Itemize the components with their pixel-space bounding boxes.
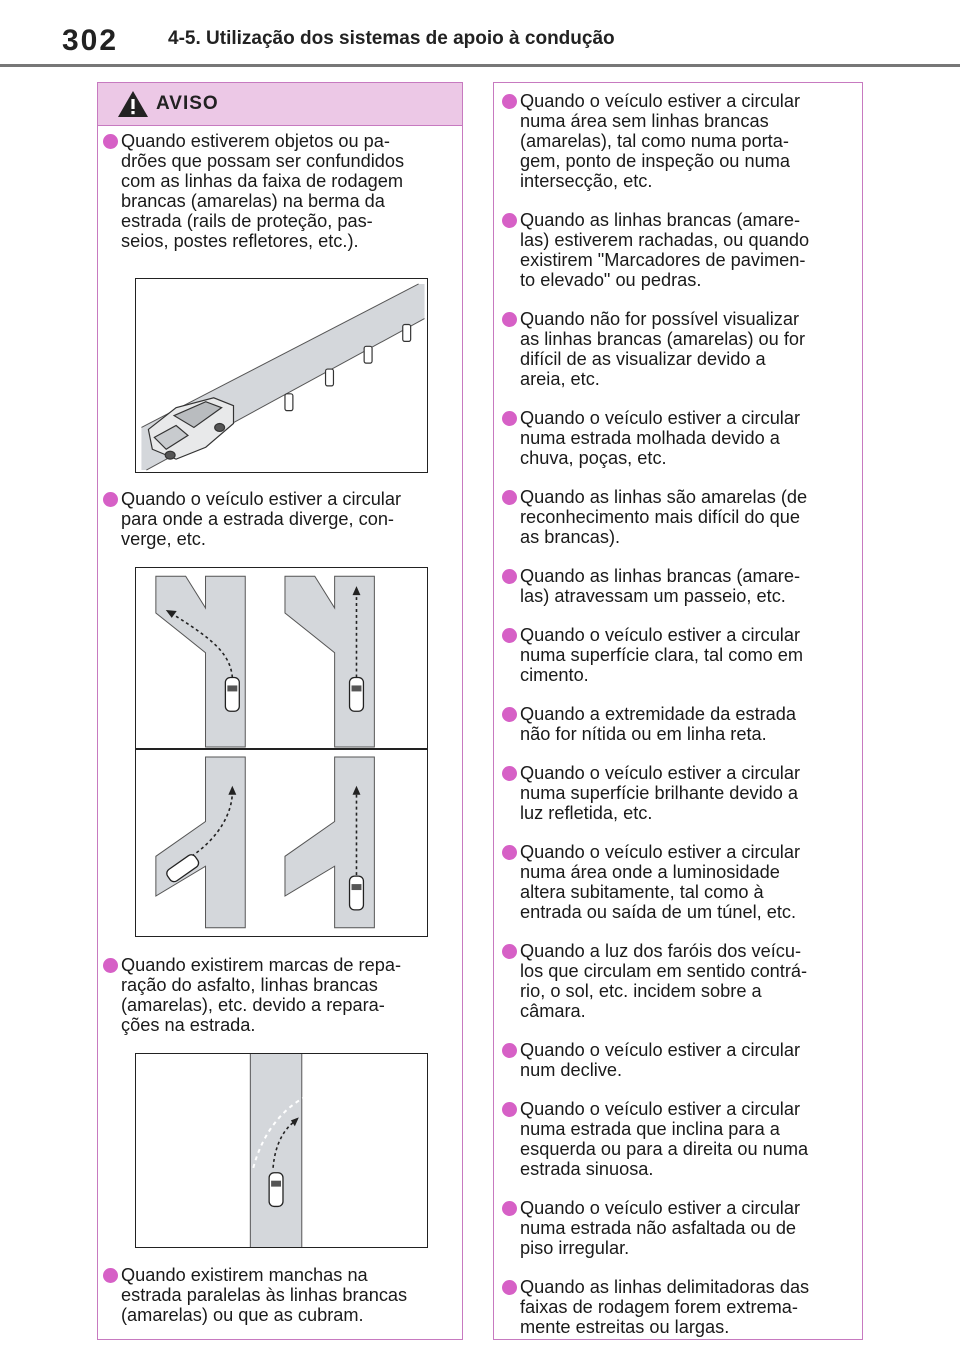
bullet-dot-icon xyxy=(502,1201,517,1216)
header-rule xyxy=(0,64,960,67)
condition-item-text: Quando o veículo estiver a circular num declive. xyxy=(520,1040,801,1080)
condition-item-text: Quando as linhas são amarelas (de reconhecimento mais difícil do que as brancas). xyxy=(520,487,808,547)
condition-item-text: Quando o veículo estiver a circular numa superfície brilhante devido a luz refletida, etc. xyxy=(520,763,801,823)
figure-repair-marks xyxy=(135,1053,428,1248)
bullet-dot-icon xyxy=(103,1268,118,1283)
condition-item xyxy=(502,309,805,389)
bullet-dot-icon xyxy=(502,411,517,426)
bullet-dot-icon xyxy=(502,213,517,228)
condition-item xyxy=(502,1099,808,1179)
condition-item xyxy=(502,210,809,290)
condition-item xyxy=(502,566,800,606)
warning-item-text: Quando o veículo estiver a circular para onde a estrada diverge, con- verge, etc. xyxy=(121,489,402,549)
condition-item-text: Quando as linhas brancas (amare- las) estiverem rachadas, ou quando existirem "Marcadores de pavimen- to elevado" ou pedras. xyxy=(520,210,810,290)
warning-item xyxy=(103,489,401,549)
condition-item xyxy=(502,625,803,685)
condition-item-text: Quando a extremidade da estrada não for nítida ou em linha reta. xyxy=(520,704,797,744)
condition-item-text: Quando o veículo estiver a circular numa estrada que inclina para a esquerda ou para a direita ou numa estrada sinuosa. xyxy=(520,1099,809,1179)
condition-item-text: Quando a luz dos faróis dos veícu- los que circulam em sentido contrá- rio, o sol, etc. incidem sobre a câmara. xyxy=(520,941,808,1021)
condition-item-text: Quando o veículo estiver a circular numa área onde a luminosidade altera subitamente, tal como à entrada ou saída de um túnel, etc. xyxy=(520,842,801,922)
condition-item-text: Quando o veículo estiver a circular numa estrada não asfaltada ou de piso irregular. xyxy=(520,1198,801,1258)
bullet-dot-icon xyxy=(502,944,517,959)
right-column-box xyxy=(493,82,863,1340)
bullet-dot-icon xyxy=(502,707,517,722)
condition-item xyxy=(502,941,807,1021)
bullet-dot-icon xyxy=(103,134,118,149)
page-number: 302 xyxy=(62,24,119,57)
bullet-dot-icon xyxy=(103,492,118,507)
warning-item-text: Quando existirem marcas de repa- ração do asfalto, linhas brancas (amarelas), etc. devido a repara- ções na estrada. xyxy=(121,955,402,1035)
condition-item-text: Quando as linhas brancas (amare- las) atravessam um passeio, etc. xyxy=(520,566,801,606)
warning-item xyxy=(103,131,404,251)
bullet-dot-icon xyxy=(502,569,517,584)
condition-item xyxy=(502,1277,809,1337)
section-title: 4-5. Utilização dos sistemas de apoio à condução xyxy=(168,28,615,49)
figure-road-reflector-posts xyxy=(135,278,428,473)
condition-item xyxy=(502,842,800,922)
warning-triangle-icon xyxy=(116,89,150,119)
warning-box xyxy=(97,82,463,1340)
condition-item xyxy=(502,763,800,823)
condition-item xyxy=(502,1040,800,1080)
warning-item-text: Quando estiverem objetos ou pa- drões que possam ser confundidos com as linhas da faixa de rodagem brancas (amarelas) na berma da estrada (rails de proteção, pas- seios, postes refletores, etc.). xyxy=(121,131,405,251)
warning-item xyxy=(103,955,401,1035)
bullet-dot-icon xyxy=(502,94,517,109)
condition-item xyxy=(502,1198,800,1258)
warning-item-text: Quando existirem manchas na estrada paralelas às linhas brancas (amarelas) ou que as cubram. xyxy=(121,1265,408,1325)
condition-item xyxy=(502,487,807,547)
bullet-dot-icon xyxy=(502,312,517,327)
warning-title: AVISO xyxy=(156,93,219,114)
bullet-dot-icon xyxy=(502,1280,517,1295)
bullet-dot-icon xyxy=(502,1043,517,1058)
bullet-dot-icon xyxy=(502,766,517,781)
bullet-dot-icon xyxy=(502,845,517,860)
warning-header xyxy=(98,83,462,126)
bullet-dot-icon xyxy=(502,490,517,505)
condition-item-text: Quando não for possível visualizar as linhas brancas (amarelas) ou for difícil de as visualizar devido a areia, etc. xyxy=(520,309,806,389)
figure-diverging-roads xyxy=(135,567,428,937)
warning-item xyxy=(103,1265,407,1325)
bullet-dot-icon xyxy=(502,1102,517,1117)
bullet-dot-icon xyxy=(103,958,118,973)
condition-item xyxy=(502,408,800,468)
bullet-dot-icon xyxy=(502,628,517,643)
condition-item-text: Quando o veículo estiver a circular numa estrada molhada devido a chuva, poças, etc. xyxy=(520,408,801,468)
condition-item-text: Quando o veículo estiver a circular numa superfície clara, tal como em cimento. xyxy=(520,625,804,685)
condition-item xyxy=(502,91,800,191)
condition-item-text: Quando as linhas delimitadoras das faixas de rodagem forem extrema- mente estreitas ou largas. xyxy=(520,1277,810,1337)
condition-item-text: Quando o veículo estiver a circular numa área sem linhas brancas (amarelas), tal como numa porta- gem, ponto de inspeção ou numa intersecção, etc. xyxy=(520,91,801,191)
condition-item xyxy=(502,704,796,744)
